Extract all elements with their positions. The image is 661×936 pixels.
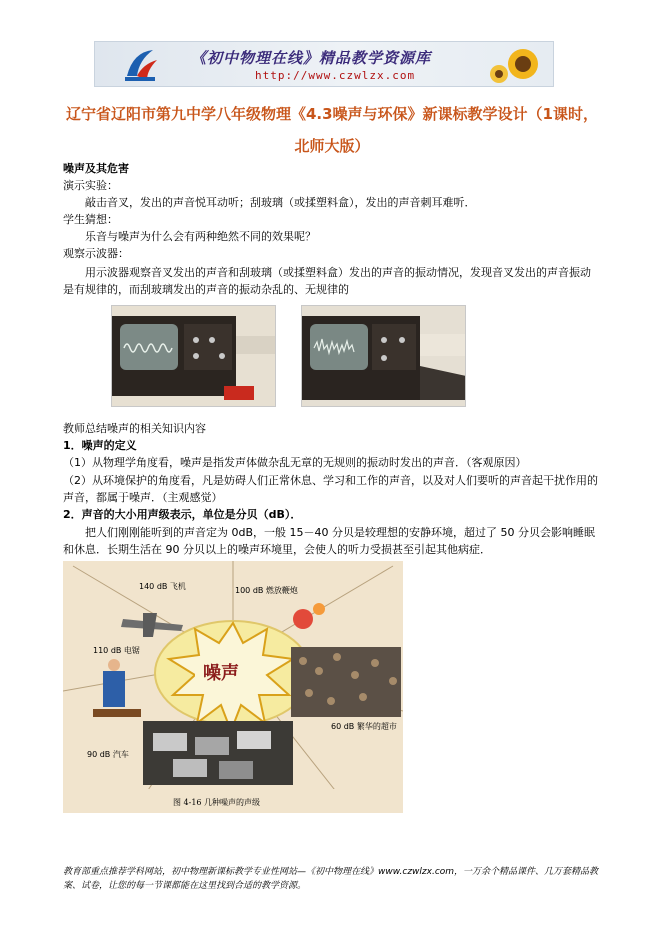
- definition-heading: 1．噪声的定义: [63, 439, 137, 452]
- header-banner: [94, 41, 554, 87]
- teacher-summary: 教师总结噪声的相关知识内容: [63, 422, 206, 435]
- observe-text: 用示波器观察音叉发出的声音和刮玻璃（或揉塑料盒）发出的声音的振动情况，发现音叉发出的声音振动是有规律的，而刮玻璃发出的声音的振动杂乱的、无规律的: [63, 266, 591, 296]
- demo-label: 演示实验：: [63, 179, 118, 192]
- oscilloscope-photo-noise: [301, 305, 466, 407]
- label-140db: 140 dB 飞机: [139, 582, 186, 591]
- oscilloscope-photo-tuning-fork: [111, 305, 276, 407]
- guess-label: 学生猜想：: [63, 213, 118, 226]
- banner-url[interactable]: http://www.czwlzx.com: [255, 69, 416, 82]
- guess-text: 乐音与噪声为什么会有两种绝然不同的效果呢？: [85, 230, 316, 243]
- logo-icon: [123, 46, 159, 84]
- definition-2: （2）从环境保护的角度看，凡是妨碍人们正常休息、学习和工作的声音，以及对人们要听的声音起干扰作用的声音，都属于噪声．（主观感觉）: [63, 474, 598, 504]
- label-90db: 90 dB 汽车: [87, 750, 129, 759]
- figure-caption: 图 4-16 几种噪声的声级: [173, 798, 261, 807]
- noise-level-figure: [63, 561, 403, 813]
- label-60db: 60 dB 繁华的超市: [331, 722, 397, 731]
- section-heading: 噪声及其危害: [63, 162, 129, 175]
- unit-text: 把人们刚刚能听到的声音定为 0dB，一般 15－40 分贝是较理想的安静环境，超过了 50 分贝会影响睡眠和休息．长期生活在 90 分贝以上的噪声环境里，会使人的听力受损甚至引起其他病症．: [63, 526, 595, 556]
- figure-center-label: 噪声: [203, 663, 239, 684]
- banner-title: 《初中物理在线》精品教学资源库: [191, 49, 432, 67]
- sunflower-icon: [485, 44, 547, 86]
- label-110db: 110 dB 电锯: [93, 646, 140, 655]
- observe-label: 观察示波器：: [63, 247, 129, 260]
- label-100db: 100 dB 燃放鞭炮: [235, 586, 298, 595]
- definition-1: （1）从物理学角度看，噪声是指发声体做杂乱无章的无规则的振动时发出的声音．（客观原因）: [63, 456, 527, 469]
- document-title: 辽宁省辽阳市第九中学八年级物理《4.3噪声与环保》新课标教学设计（1课时，北师大版）: [65, 105, 598, 155]
- demo-text: 敲击音叉，发出的声音悦耳动听；刮玻璃（或揉塑料盒），发出的声音刺耳难听．: [85, 196, 476, 209]
- unit-heading: 2．声音的大小用声级表示，单位是分贝（dB）．: [63, 508, 302, 521]
- footer-note: 教育部重点推荐学科网站，初中物理新课标教学专业性网站—《初中物理在线》www.czwlzx.com，一万余个精品课件、几万套精品教案、试卷，让您的每一节课都能在这里找到合适的教学资源。: [63, 867, 599, 891]
